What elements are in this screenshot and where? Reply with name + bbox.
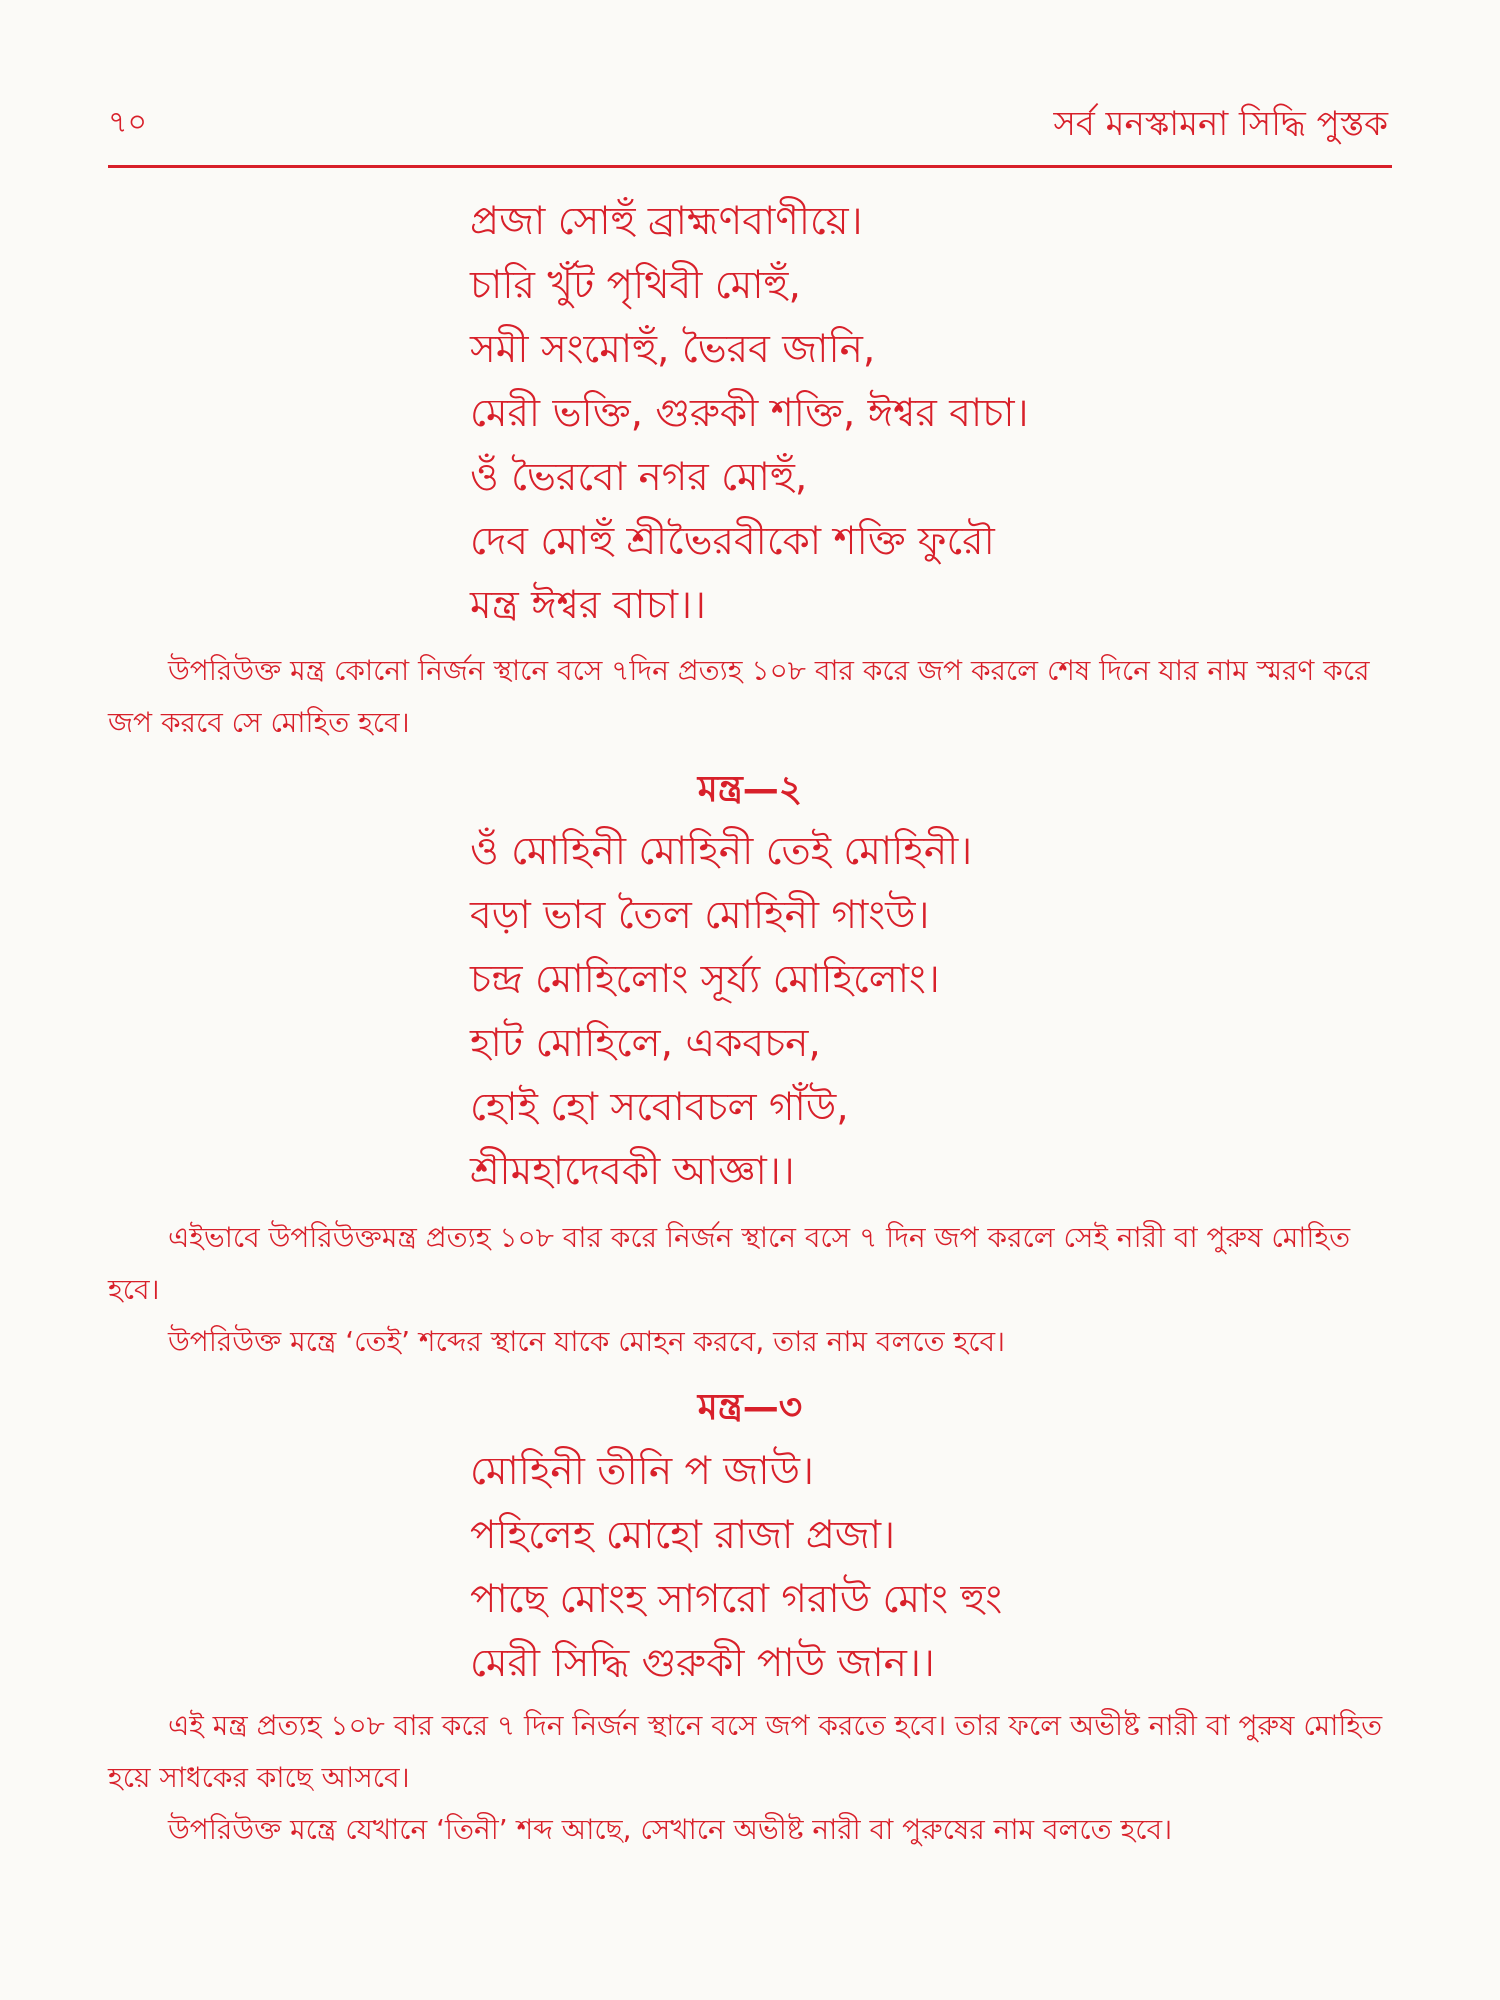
book-title: সর্ব মনস্কামনা সিদ্ধি পুস্তক <box>1053 104 1388 144</box>
mantra-2-heading: মন্ত্র—২ <box>697 769 803 810</box>
verse-line: শ্রীমহাদেবকী আজ্ঞা।। <box>470 1149 795 1194</box>
verse-line: হাট মোহিলে, একবচন, <box>470 1021 821 1066</box>
verse-line: পহিলেহ মোহো রাজা প্রজা। <box>470 1513 896 1558</box>
paragraph-text: উপরিউক্ত মন্ত্রে ‘তেই’ শব্দের স্থানে যাকে মোহন করবে, তার নাম বলতে হবে। <box>168 1325 1006 1358</box>
paragraph-text: উপরিউক্ত মন্ত্র কোনো নির্জন স্থানে বসে ৭দিন প্রত্যহ ১০৮ বার করে জপ করলে শেষ দিনে যার নাম স্মরণ করে জপ করবে সে মোহিত হবে। <box>108 654 1370 739</box>
mantra-3-heading: মন্ত্র—৩ <box>697 1387 803 1428</box>
verse-block-3 <box>470 1440 1002 1696</box>
verse-line: ওঁ ভৈরবো নগর মোহুঁ, <box>470 455 808 500</box>
verse-block-2 <box>470 820 972 1204</box>
verse-line: প্রজা সোহুঁ ব্রাহ্মণবাণীয়ে। <box>470 199 863 244</box>
instruction-paragraph-3 <box>108 1700 1392 1856</box>
verse-line: ওঁ মোহিনী মোহিনী তেই মোহিনী। <box>470 829 973 874</box>
verse-line: পাছে মোংহ সাগরো গরাউ মোং হুং <box>470 1577 1003 1622</box>
verse-line: মেরী ভক্তি, গুরুকী শক্তি, ঈশ্বর বাচা। <box>470 391 1029 436</box>
header-rule <box>108 165 1392 168</box>
verse-line: সমী সংমোহুঁ, ভৈরব জানি, <box>470 327 876 372</box>
paragraph-text: এই মন্ত্র প্রত্যহ ১০৮ বার করে ৭ দিন নির্জন স্থানে বসে জপ করতে হবে। তার ফলে অভীষ্ট নারী বা পুরুষ মোহিত হয়ে সাধকের কাছে আসবে। <box>108 1709 1383 1794</box>
verse-line: বড়া ভাব তৈল মোহিনী গাংউ। <box>470 893 930 938</box>
verse-line: চারি খুঁট পৃথিবী মোহুঁ, <box>470 263 801 308</box>
verse-line: মন্ত্র ঈশ্বর বাচা।। <box>470 583 706 628</box>
paragraph-text: এইভাবে উপরিউক্তমন্ত্র প্রত্যহ ১০৮ বার করে নির্জন স্থানে বসে ৭ দিন জপ করলে সেই নারী বা পুরুষ মোহিত হবে। <box>108 1221 1351 1306</box>
verse-line: চন্দ্র মোহিলোং সূর্য্য মোহিলোং। <box>470 957 940 1002</box>
verse-line: হোই হো সবোবচল গাঁউ, <box>470 1085 849 1130</box>
verse-line: মেরী সিদ্ধি গুরুকী পাউ জান।। <box>470 1641 935 1686</box>
verse-line: দেব মোহুঁ শ্রীভৈরবীকো শক্তি ফুরৌ <box>470 519 995 564</box>
paragraph-text: উপরিউক্ত মন্ত্রে যেখানে ‘তিনী’ শব্দ আছে, সেখানে অভীষ্ট নারী বা পুরুষের নাম বলতে হবে। <box>168 1813 1173 1846</box>
page-header <box>108 88 1388 158</box>
instruction-paragraph-2 <box>108 1212 1392 1368</box>
verse-block-1 <box>470 190 1029 638</box>
instruction-paragraph-1 <box>108 645 1392 749</box>
verse-line: মোহিনী তীনি প জাউ। <box>470 1449 814 1494</box>
page-number: ৭০ <box>108 105 148 140</box>
